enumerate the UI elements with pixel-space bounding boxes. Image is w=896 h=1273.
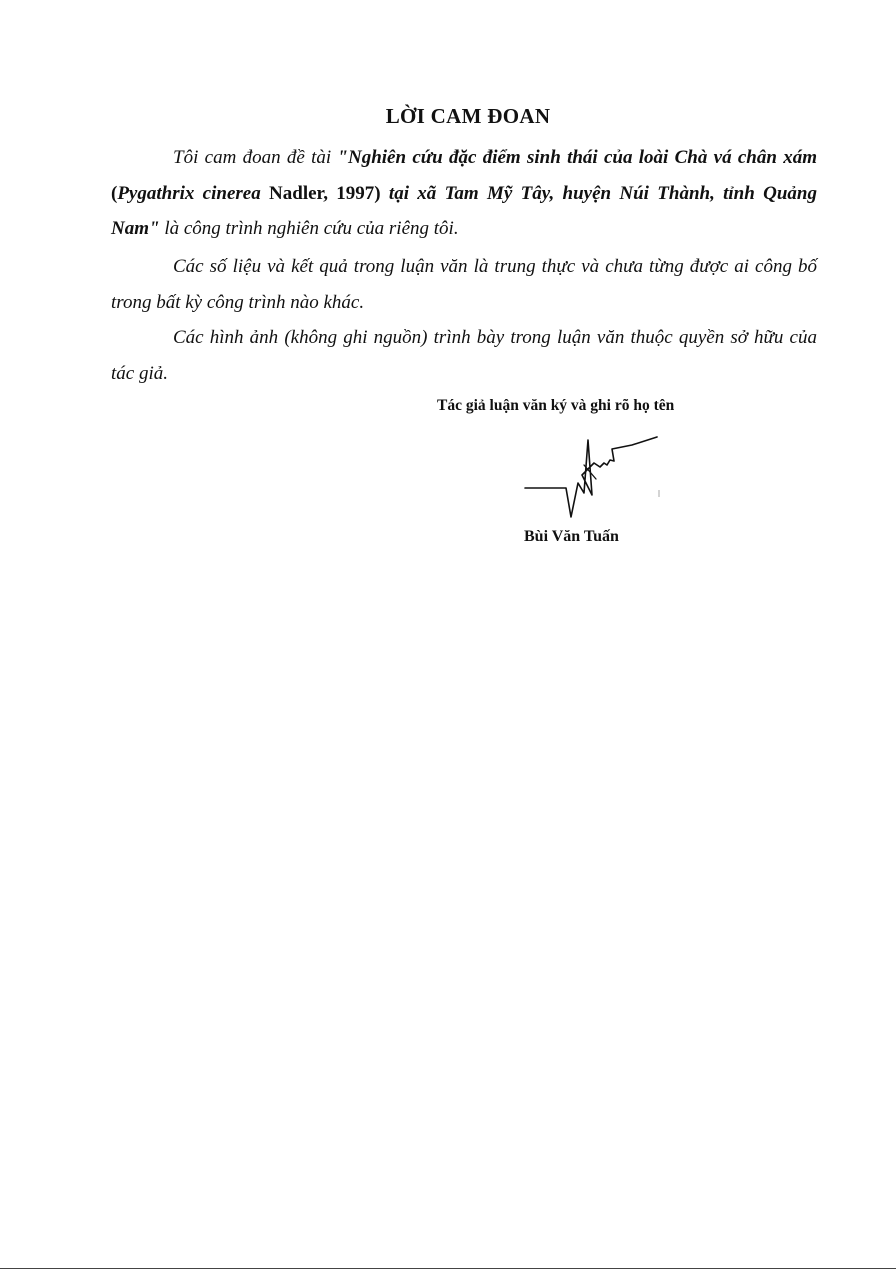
paragraph-data-honesty [111,249,817,320]
declaration-intro: Tôi cam đoan đề tài [173,147,338,168]
species-author: Nadler, 1997) [260,182,381,204]
paragraph-data-honesty-text: Các số liệu và kết quả trong luận văn là trung thực và chưa từng được ai công bố trong bất kỳ công trình nào khác. [111,256,817,313]
signature-caption: Tác giả luận văn ký và ghi rõ họ tên [437,397,675,414]
declaration-ending: là công trình nghiên cứu của riêng tôi. [159,218,459,239]
paragraph-image-ownership-text: Các hình ảnh (không ghi nguồn) trình bày trong luận văn thuộc quyền sở hữu của tác giả. [111,327,817,384]
thesis-topic-part-2: tại xã Tam Mỹ Tây, huyện Núi Thành, tỉnh Quảng Nam" [111,182,817,239]
thesis-topic-part-1: "Nghiên cứu đặc điểm sinh thái của loài Chà vá chân xám [337,147,817,168]
author-name: Bùi Văn Tuấn [524,528,619,545]
handwritten-signature [522,435,662,523]
paren-open: ( [111,182,118,204]
paragraph-declaration [111,140,817,247]
paragraph-image-ownership [111,320,817,391]
page-bottom-border [0,1268,896,1269]
species-name: Pygathrix cinerea [117,182,261,204]
page-title: LỜI CAM ĐOAN [385,104,551,128]
